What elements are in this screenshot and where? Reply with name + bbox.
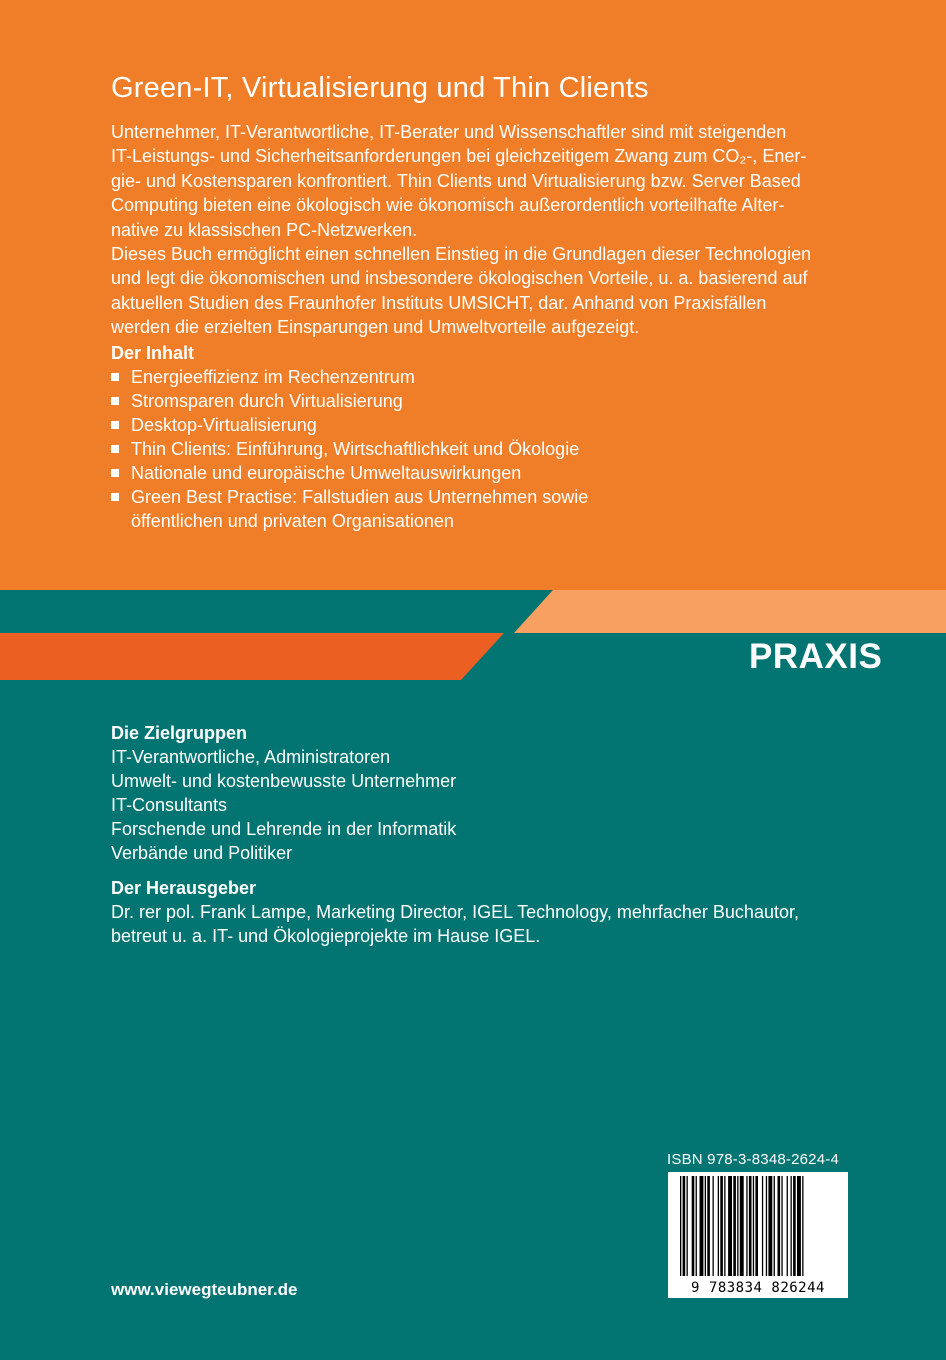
target-groups-heading: Die Zielgruppen: [111, 723, 248, 743]
bullet-square-icon: [111, 373, 119, 381]
list-item: [111, 485, 851, 509]
barcode-number: 9 783834 826244: [691, 1280, 825, 1296]
target-group-item: Umwelt- und kostenbewusste Unternehmer: [111, 771, 457, 791]
intro-line: aktuellen Studien des Fraunhofer Instituts UMSICHT, dar. Anhand von Praxisfällen: [111, 292, 767, 313]
contents-heading: Der Inhalt: [111, 343, 195, 363]
target-group-item: Verbände und Politiker: [111, 843, 293, 863]
bullet-square-icon: [111, 469, 119, 477]
list-item-label: Thin Clients: Einführung, Wirtschaftlichkeit und Ökologie: [131, 439, 580, 459]
list-item: [111, 365, 851, 389]
list-item: [111, 461, 851, 485]
website-link[interactable]: www.viewegteubner.de: [111, 1280, 298, 1299]
editor-line: betreut u. a. IT- und Ökologieprojekte im Hause IGEL.: [111, 926, 541, 946]
editor-line: Dr. rer pol. Frank Lampe, Marketing Director, IGEL Technology, mehrfacher Buchautor,: [111, 902, 799, 922]
list-item: [111, 413, 851, 437]
series-label: PRAXIS: [749, 637, 883, 676]
intro-text: [111, 120, 843, 340]
intro-line: Computing bieten eine ökologisch wie ökonomisch außerordentlich vorteilhafte Alter-: [111, 195, 785, 216]
intro-line: und legt die ökonomischen und insbesondere ökologischen Vorteile, u. a. basierend auf: [111, 268, 808, 289]
isbn-label: ISBN 978-3-8348-2624-4: [667, 1151, 840, 1168]
bullet-square-icon: [111, 445, 119, 453]
bullet-square-icon: [111, 421, 119, 429]
target-groups-section: [111, 721, 871, 865]
target-group-item: IT-Consultants: [111, 795, 228, 815]
intro-line: gie- und Kostensparen konfrontiert. Thin Clients und Virtualisierung bzw. Server Based: [111, 170, 801, 191]
barcode-bars-icon: [668, 1176, 848, 1282]
intro-line: werden die erzielten Einsparungen und Umweltvorteile aufgezeigt.: [111, 317, 640, 338]
list-item: [111, 389, 851, 413]
red-stripe: [0, 633, 504, 680]
intro-line: Unternehmer, IT-Verantwortliche, IT-Berater und Wissenschaftler sind mit steigenden: [111, 122, 787, 142]
list-item-label: Desktop-Virtualisierung: [131, 415, 317, 435]
contents-list: [111, 365, 851, 533]
intro-line: Dieses Buch ermöglicht einen schnellen Einstieg in die Grundlagen dieser Technologien: [111, 244, 812, 265]
list-item-label: Nationale und europäische Umweltauswirkungen: [131, 463, 522, 483]
intro-line: native zu klassischen PC-Netzwerken.: [111, 219, 418, 240]
list-item-label: Energieeffizienz im Rechenzentrum: [131, 367, 415, 387]
book-title: Green-IT, Virtualisierung und Thin Clients: [111, 72, 649, 104]
target-group-item: IT-Verantwortliche, Administratoren: [111, 747, 391, 767]
intro-line: IT-Leistungs- und Sicherheitsanforderungen bei gleichzeitigem Zwang zum CO₂-, Ener-: [111, 146, 807, 167]
list-item-label: Green Best Practise: Fallstudien aus Unternehmen sowie: [131, 487, 589, 507]
contents-section: [111, 341, 851, 533]
light-orange-stripe: [514, 590, 946, 633]
barcode: [668, 1172, 848, 1298]
list-item: [111, 437, 851, 461]
bullet-square-icon: [111, 397, 119, 405]
target-group-item: Forschende und Lehrende in der Informatik: [111, 819, 457, 839]
list-item-label: öffentlichen und privaten Organisationen: [131, 511, 454, 531]
list-item-label: Stromsparen durch Virtualisierung: [131, 391, 403, 411]
editor-section: [111, 876, 871, 948]
editor-heading: Der Herausgeber: [111, 878, 257, 898]
bullet-square-icon: [111, 493, 119, 501]
list-item-continuation: [111, 509, 851, 533]
